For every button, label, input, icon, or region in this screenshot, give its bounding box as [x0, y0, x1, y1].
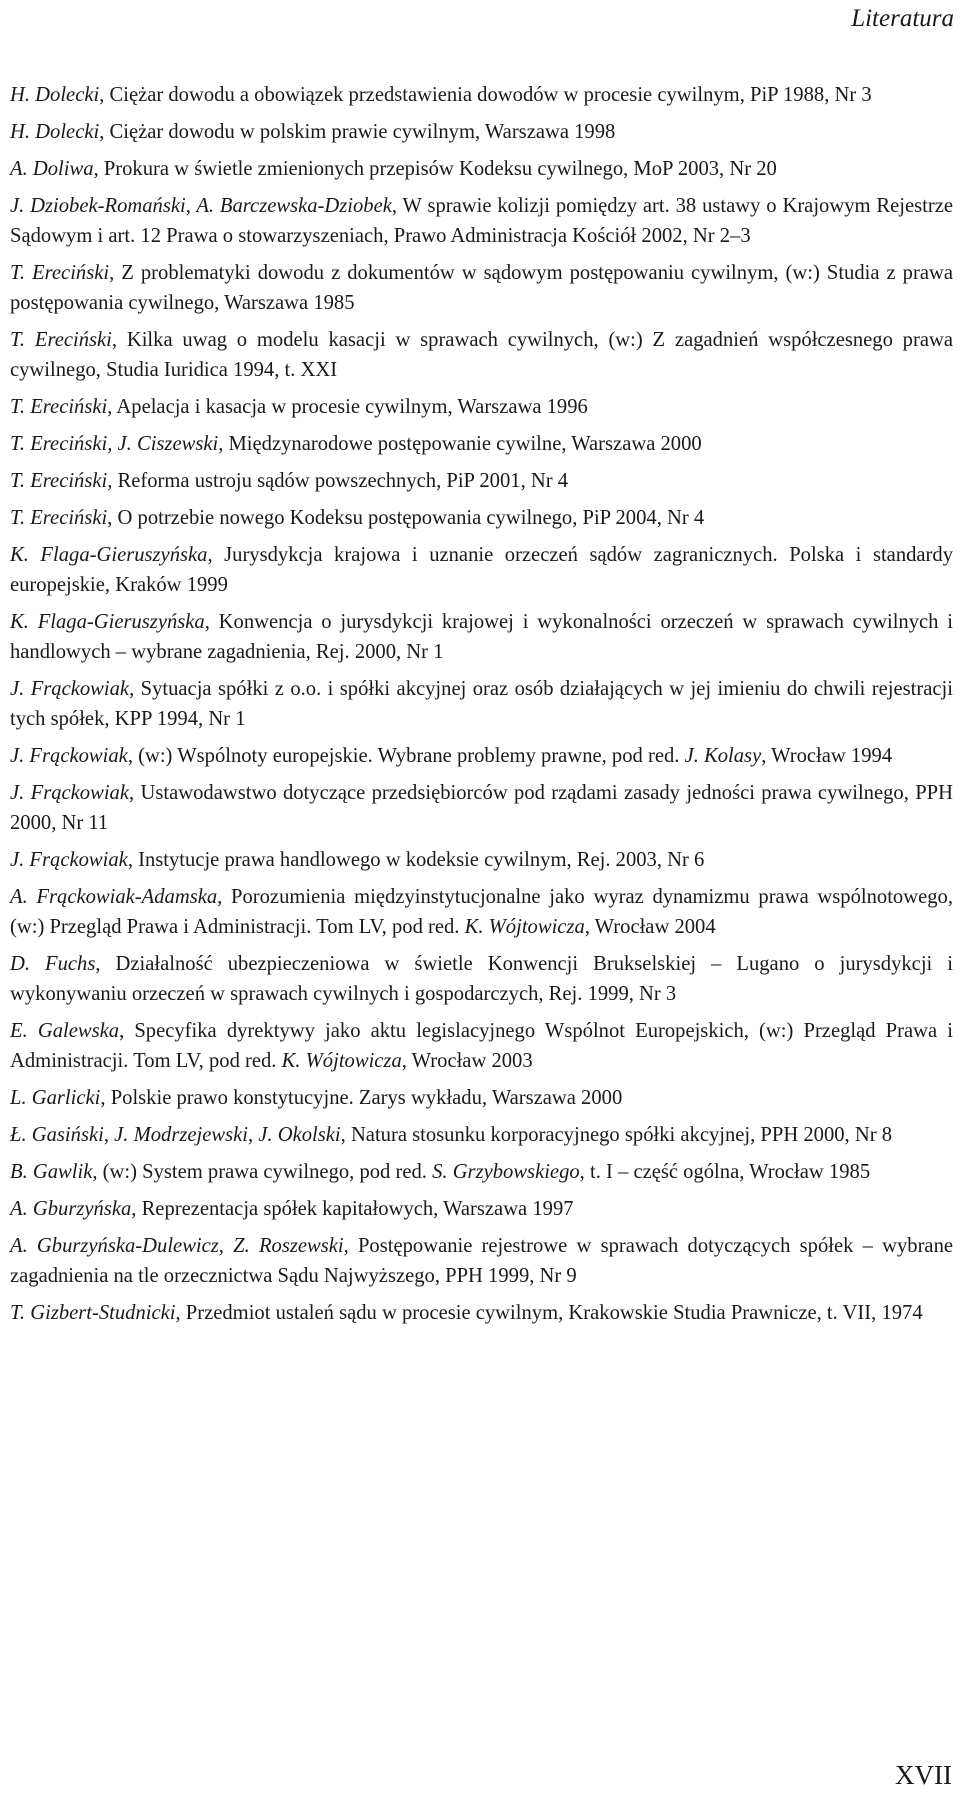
- entry-author: L. Garlicki: [10, 1087, 101, 1109]
- bibliography-entry: [10, 80, 953, 110]
- entry-text: , Polskie prawo konstytucyjne. Zarys wykładu, Warszawa 2000: [100, 1087, 623, 1109]
- running-header: Literatura: [851, 5, 954, 32]
- bibliography-entry: [10, 466, 953, 496]
- entry-author: A. Frąckowiak-Adamska: [10, 886, 218, 908]
- bibliography-entry: [10, 325, 953, 385]
- entry-text: , Apelacja i kasacja w procesie cywilnym, Warszawa 1996: [107, 396, 588, 418]
- entry-text: ,: [247, 1124, 259, 1146]
- entry-author: J. Kolasy: [684, 745, 762, 767]
- entry-text: , Reprezentacja spółek kapitałowych, Warszawa 1997: [131, 1198, 574, 1220]
- bibliography-entry: [10, 258, 953, 318]
- bibliography-entry: [10, 845, 953, 875]
- bibliography-entry: [10, 607, 953, 667]
- entry-text: , Międzynarodowe postępowanie cywilne, Warszawa 2000: [218, 433, 702, 455]
- entry-text: Reforma ustroju sądów powszechnych, PiP 2001, Nr 4: [112, 470, 569, 492]
- entry-text: , Ciężar dowodu a obowiązek przedstawienia dowodów w procesie cywilnym, PiP 1988, Nr 3: [99, 84, 872, 106]
- entry-author: T. Ereciński: [10, 396, 108, 418]
- entry-text: , Porozumienia międzyinstytucjonalne jako wyraz dynamizmu prawa wspólnotowego, (w:) Przegląd Prawa i Administracji. Tom LV, pod red.: [10, 886, 953, 938]
- entry-author: J. Frąckowiak: [10, 678, 130, 700]
- bibliography-entry: [10, 429, 953, 459]
- entry-author: T. Gizbert-Studnicki: [10, 1302, 176, 1324]
- bibliography-entry: [10, 882, 953, 942]
- bibliography-entry: [10, 154, 953, 184]
- entry-author: H. Dolecki: [10, 121, 100, 143]
- entry-text: , Kilka uwag o modelu kasacji w sprawach cywilnych, (w:) Z zagadnień współczesnego prawa cywilnego, Studia Iuridica 1994, t. XXI: [10, 329, 953, 381]
- entry-text: , t. I – część ogólna, Wrocław 1985: [579, 1161, 871, 1183]
- entry-text: , Instytucje prawa handlowego w kodeksie cywilnym, Rej. 2003, Nr 6: [127, 849, 705, 871]
- bibliography-list: [10, 80, 953, 1335]
- entry-text: , Natura stosunku korporacyjnego spółki akcyjnej, PPH 2000, Nr 8: [340, 1124, 893, 1146]
- bibliography-entry: [10, 191, 953, 251]
- entry-author: J. Frąckowiak: [10, 745, 128, 767]
- bibliography-entry: [10, 117, 953, 147]
- entry-author: A. Doliwa,: [10, 158, 99, 180]
- entry-text: , Ustawodawstwo dotyczące przedsiębiorców pod rządami zasady jedności prawa cywilnego, PPH 2000, Nr 11: [10, 782, 953, 834]
- entry-author: T. Ereciński: [10, 262, 110, 284]
- entry-author: K. Flaga-Gieruszyńska: [10, 544, 208, 566]
- entry-text: , Konwencja o jurysdykcji krajowej i wykonalności orzeczeń w sprawach cywilnych i handlowych – wybrane zagadnienia, Rej. 2000, Nr 1: [10, 611, 953, 663]
- bibliography-entry: [10, 1298, 953, 1328]
- entry-author: T. Ereciński,: [10, 470, 113, 492]
- entry-text: , Specyfika dyrektywy jako aktu legislacyjnego Wspólnot Europejskich, (w:) Przegląd Prawa i Administracji. Tom LV, pod red.: [10, 1020, 953, 1072]
- entry-text: , Przedmiot ustaleń sądu w procesie cywilnym, Krakowskie Studia Prawnicze, t. VII, 1974: [175, 1302, 923, 1324]
- entry-text: , Wrocław 2003: [401, 1050, 533, 1072]
- bibliography-entry: [10, 1157, 953, 1187]
- entry-text: , Postępowanie rejestrowe w sprawach dotyczących spółek – wybrane zagadnienia na tle orzecznictwa Sądu Najwyższego, PPH 1999, Nr 9: [10, 1235, 954, 1287]
- bibliography-entry: [10, 778, 953, 838]
- entry-author: T. Ereciński, J. Ciszewski: [10, 433, 219, 455]
- page-number: XVII: [895, 1760, 952, 1790]
- entry-author: S. Grzybowskiego: [432, 1161, 580, 1183]
- entry-text: ,: [103, 1124, 115, 1146]
- entry-text: , Sytuacja spółki z o.o. i spółki akcyjnej oraz osób działających w jej imieniu do chwili rejestracji tych spółek, KPP 1994, Nr 1: [10, 678, 953, 730]
- entry-author: J. Okolski: [258, 1124, 341, 1146]
- entry-author: J. Frąckowiak: [10, 782, 129, 804]
- entry-text: , W sprawie kolizji pomiędzy art. 38 ustawy o Krajowym Rejestrze Sądowym i art. 12 Prawa o stowarzyszeniach, Prawo Administracja Kościół 2002, Nr 2–3: [10, 195, 953, 247]
- bibliography-entry: [10, 1083, 953, 1113]
- entry-author: D. Fuchs: [10, 953, 96, 975]
- entry-text: , Jurysdykcja krajowa i uznanie orzeczeń sądów zagranicznych. Polska i standardy europejskie, Kraków 1999: [10, 544, 954, 596]
- entry-author: J. Frąckowiak: [10, 849, 128, 871]
- bibliography-entry: [10, 540, 953, 600]
- entry-text: Prokura w świetle zmienionych przepisów Kodeksu cywilnego, MoP 2003, Nr 20: [98, 158, 777, 180]
- entry-author: A. Gburzyńska-Dulewicz, Z. Roszewski: [10, 1235, 344, 1257]
- bibliography-entry: [10, 1194, 953, 1224]
- entry-text: , O potrzebie nowego Kodeksu postępowania cywilnego, PiP 2004, Nr 4: [107, 507, 705, 529]
- bibliography-entry: [10, 392, 953, 422]
- entry-text: , Z problematyki dowodu z dokumentów w sądowym postępowaniu cywilnym, (w:) Studia z prawa postępowania cywilnego, Warszawa 1985: [10, 262, 953, 314]
- entry-author: E. Galewska: [10, 1020, 120, 1042]
- bibliography-entry: [10, 1016, 953, 1076]
- entry-author: K. Wójtowicza: [464, 916, 585, 938]
- entry-author: T. Ereciński: [10, 507, 108, 529]
- entry-text: , Ciężar dowodu w polskim prawie cywilnym, Warszawa 1998: [99, 121, 616, 143]
- entry-author: H. Dolecki: [10, 84, 100, 106]
- entry-text: , (w:) Wspólnoty europejskie. Wybrane problemy prawne, pod red.: [127, 745, 685, 767]
- bibliography-entry: [10, 741, 953, 771]
- entry-text: , (w:) System prawa cywilnego, pod red.: [92, 1161, 433, 1183]
- entry-author: T. Ereciński: [10, 329, 112, 351]
- entry-author: J. Modrzejewski: [114, 1124, 248, 1146]
- entry-author: B. Gawlik: [10, 1161, 93, 1183]
- bibliography-entry: [10, 1120, 953, 1150]
- entry-author: K. Flaga-Gieruszyńska: [10, 611, 205, 633]
- entry-author: A. Gburzyńska: [10, 1198, 132, 1220]
- bibliography-entry: [10, 674, 953, 734]
- entry-author: K. Wójtowicza: [281, 1050, 402, 1072]
- bibliography-entry: [10, 503, 953, 533]
- entry-author: J. Dziobek-Romański, A. Barczewska-Dziobek: [10, 195, 392, 217]
- bibliography-entry: [10, 1231, 953, 1291]
- entry-text: , Działalność ubezpieczeniowa w świetle Konwencji Brukselskiej – Lugano o jurysdykcji i wykonywaniu orzeczeń w sprawach cywilnych i gospodarczych, Rej. 1999, Nr 3: [10, 953, 953, 1005]
- bibliography-entry: [10, 949, 953, 1009]
- entry-author: Ł. Gasiński: [10, 1124, 104, 1146]
- entry-text: , Wrocław 1994: [761, 745, 893, 767]
- entry-text: , Wrocław 2004: [584, 916, 716, 938]
